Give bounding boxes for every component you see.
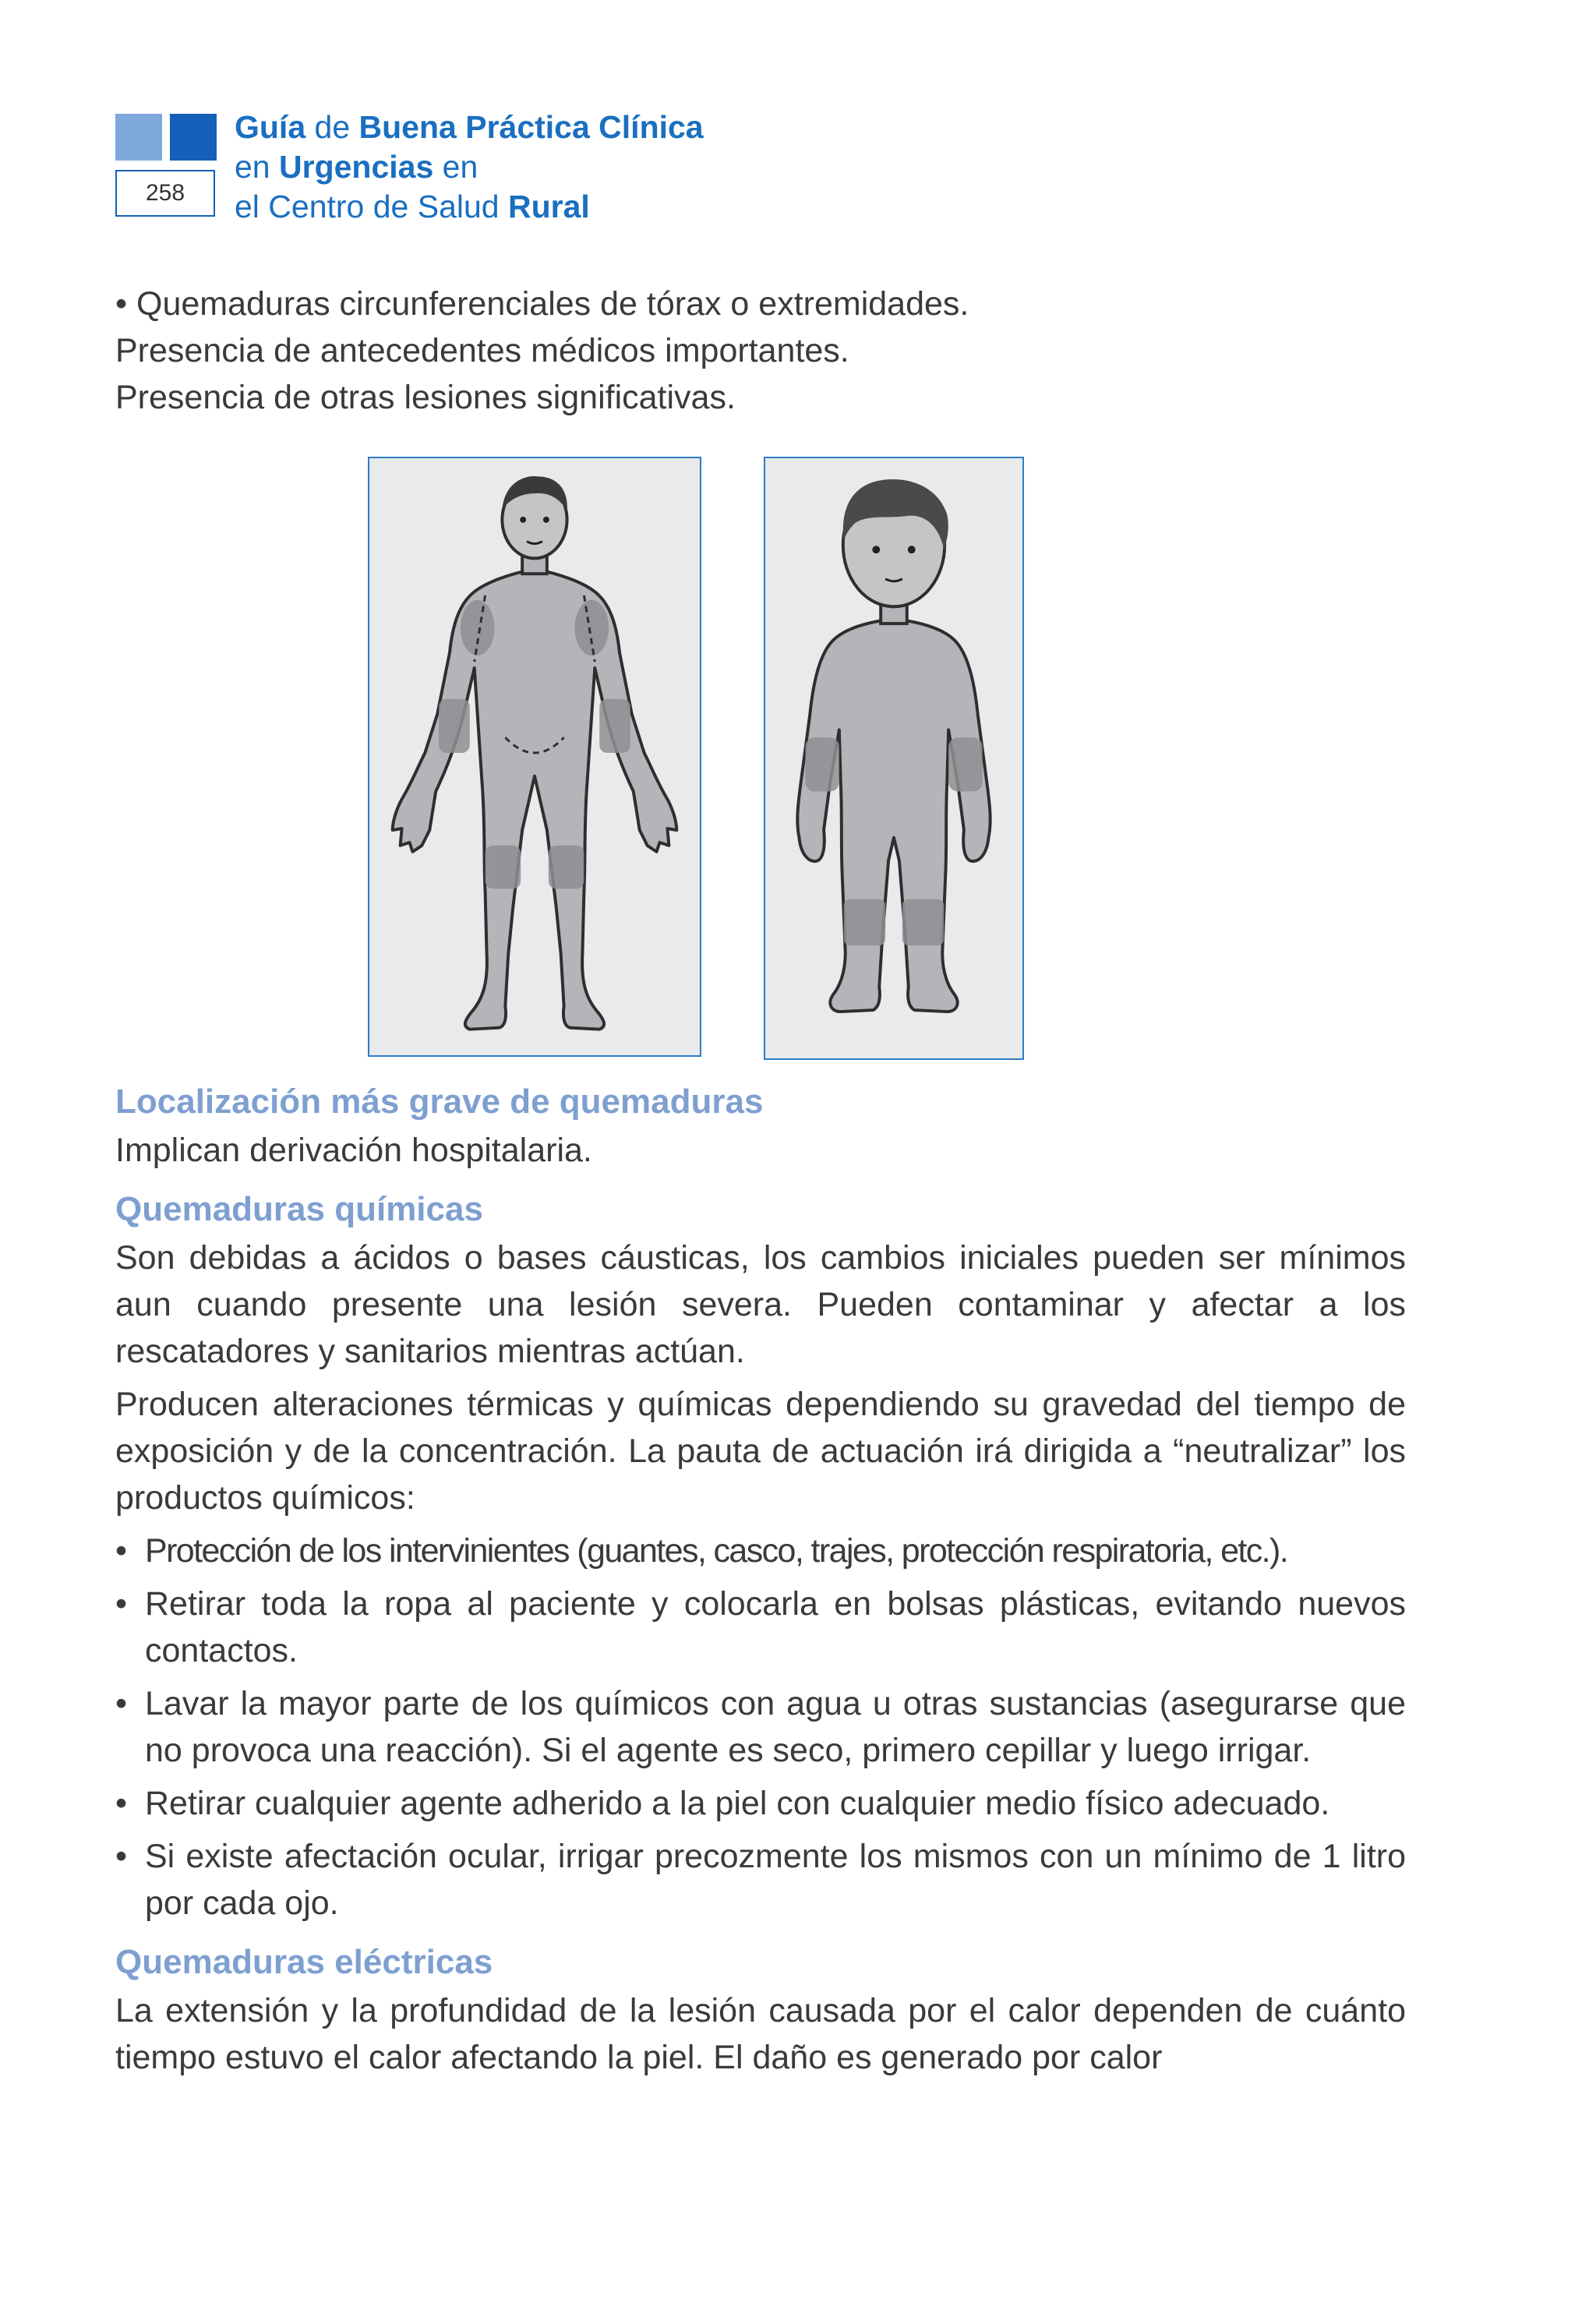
child-body-figure-icon [765,458,1022,1058]
list-item: • Protección de los intervinientes (guantes, casco, trajes, protección respiratoria, etc.). [115,1532,1288,1570]
section-heading-electric: Quemaduras eléctricas [115,1943,493,1981]
intro-line: Presencia de otras lesiones significativas. [115,379,736,416]
page-number: 258 [115,170,215,217]
chemical-paragraph-2: Producen alteraciones térmicas y químicas dependiendo su gravedad del tiempo de exposición y de la concentración. La pauta de actuación irá dirigida a “neutralizar” los productos químicos: [115,1386,1406,1517]
chemical-actions-list [115,1528,1406,1927]
burn-figures [115,421,1406,1077]
page-header [115,109,817,231]
electric-paragraph-1: La extensión y la profundidad de la lesión causada por el calor dependen de cuánto tiempo estuvo el calor afectando la piel. El daño es generado por calor [115,1992,1406,2076]
list-item: • Retirar cualquier agente adherido a la piel con cualquier medio físico adecuado. [115,1785,1330,1822]
section-heading-location: Localización más grave de quemaduras [115,1083,764,1121]
child-figure-panel [764,457,1024,1060]
adult-figure-panel [368,457,701,1057]
page-content [115,281,1406,2081]
list-item: • Si existe afectación ocular, irrigar precozmente los mismos con un mínimo de 1 litro por cada ojo. [115,1838,1406,1922]
list-item: • Retirar toda la ropa al paciente y colocarla en bolsas plásticas, evitando nuevos contactos. [115,1585,1406,1669]
list-item: • Lavar la mayor parte de los químicos con agua u otras sustancias (asegurarse que no provoca una reacción). Si el agente es seco, primero cepillar y luego irrigar. [115,1685,1406,1769]
header-square-dark [170,114,217,161]
guide-title: Guía de Buena Práctica Clínica en Urgencias en el Centro de Salud Rural [235,109,704,224]
adult-body-figure-icon [369,458,700,1055]
intro-bullet: • Quemaduras circunferenciales de tórax o extremidades. [115,285,969,323]
section-heading-chemical: Quemaduras químicas [115,1190,483,1228]
location-text: Implican derivación hospitalaria. [115,1132,592,1169]
intro-line: Presencia de antecedentes médicos importantes. [115,332,849,369]
header-square-light [115,114,162,161]
chemical-paragraph-1: Son debidas a ácidos o bases cáusticas, los cambios iniciales pueden ser mínimos aun cuando presente una lesión severa. Pueden contaminar y afectar a los rescatadores y sanitarios mientras actúan. [115,1239,1406,1370]
